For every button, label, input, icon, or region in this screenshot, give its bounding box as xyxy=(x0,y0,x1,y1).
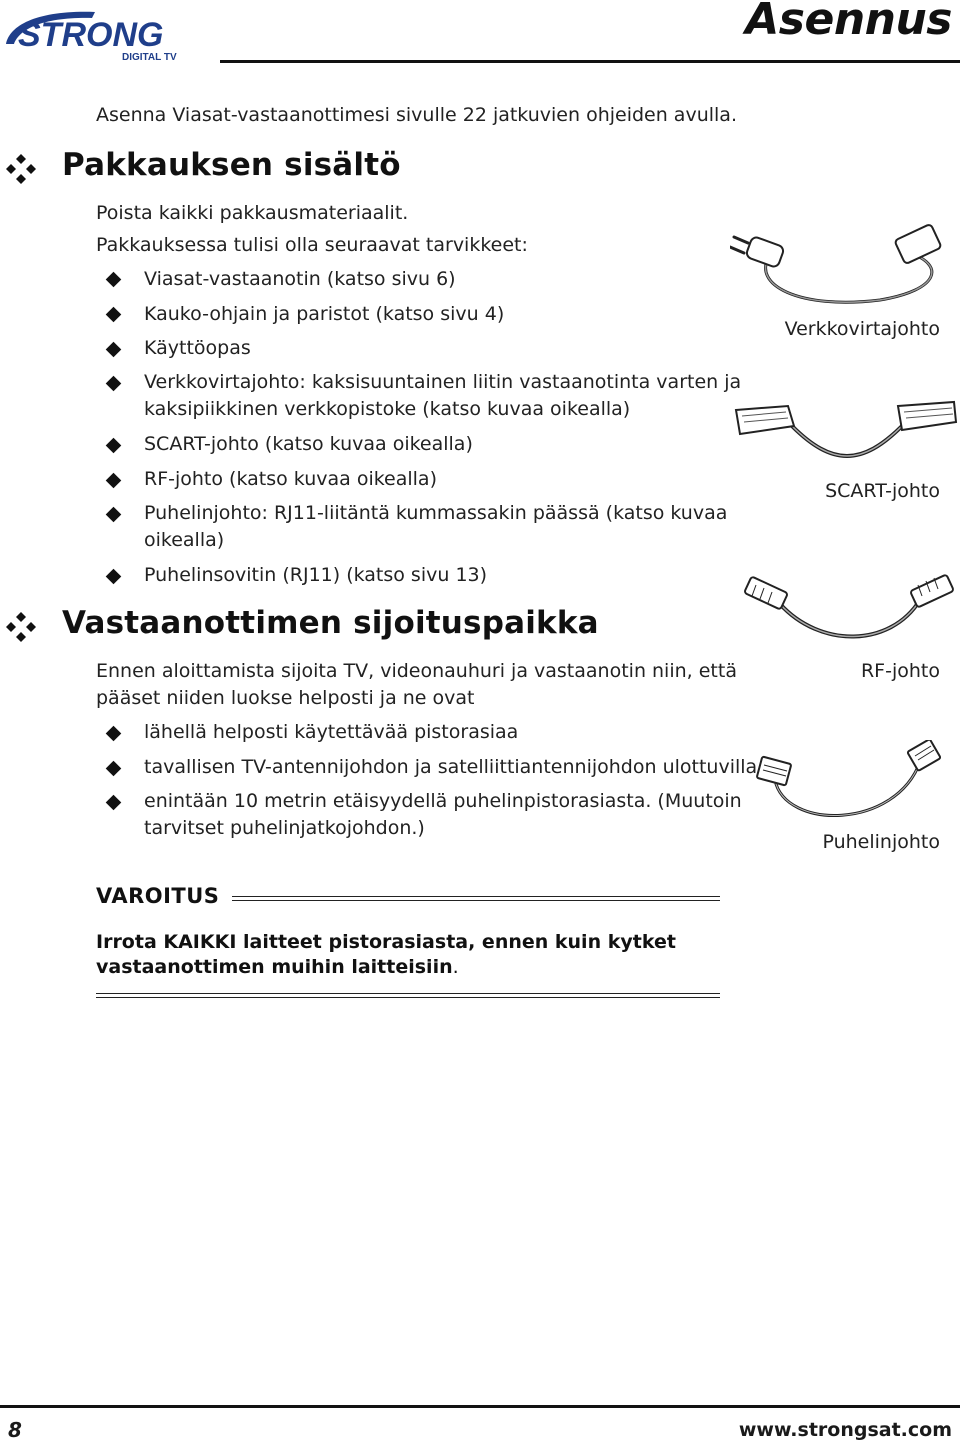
warning-text-continued: vastaanottimen muihin laitteisiin. xyxy=(96,956,459,978)
intro-text: Asenna Viasat-vastaanottimesi sivulle 22 jatkuvien ohjeiden avulla. xyxy=(96,104,737,126)
caption-phone: Puhelinjohto xyxy=(822,831,940,853)
page-number: 8 xyxy=(8,1418,22,1442)
caption-rf: RF-johto xyxy=(860,660,940,682)
list-item: Kauko-ohjain ja paristot (katso sivu 4) xyxy=(144,303,505,325)
list-item-continued: tarvitset puhelinjatkojohdon.) xyxy=(144,817,425,839)
diamond-cluster-icon xyxy=(4,152,38,186)
list-item: enintään 10 metrin etäisyydellä puhelinpistorasiasta. (Muutoin xyxy=(144,790,742,812)
power-cord-icon xyxy=(730,215,960,315)
section-title-placement: Vastaanottimen sijoituspaikka xyxy=(62,605,599,641)
bullet-icon xyxy=(106,272,122,288)
warning-rule-top xyxy=(232,896,720,901)
list-item: Puhelinsovitin (RJ11) (katso sivu 13) xyxy=(144,564,488,586)
caption-scart: SCART-johto xyxy=(825,480,940,502)
page-title: Asennus xyxy=(745,0,952,45)
bullet-icon xyxy=(106,307,122,323)
list-item: tavallisen TV-antennijohdon ja satelliittiantennijohdon ulottuvilla xyxy=(144,756,758,778)
caption-power-cord: Verkkovirtajohto xyxy=(784,318,940,340)
package-contents-intro: Pakkauksessa tulisi olla seuraavat tarvikkeet: xyxy=(96,234,528,256)
bullet-icon xyxy=(106,795,122,811)
list-item: Verkkovirtajohto: kaksisuuntainen liitin vastaanotinta varten ja xyxy=(144,371,742,393)
warning-label: VAROITUS xyxy=(96,884,220,908)
section-title-package: Pakkauksen sisältö xyxy=(62,147,401,183)
bullet-icon xyxy=(106,342,122,358)
footer-website: www.strongsat.com xyxy=(738,1419,952,1441)
list-item: Viasat-vastaanotin (katso sivu 6) xyxy=(144,268,456,290)
strong-logo xyxy=(0,4,190,62)
list-item: RF-johto (katso kuvaa oikealla) xyxy=(144,468,437,490)
diamond-cluster-icon xyxy=(4,610,38,644)
bullet-icon xyxy=(106,473,122,489)
bullet-icon xyxy=(106,507,122,523)
rf-cable-icon xyxy=(740,570,960,650)
list-item-continued: kaksipiikkinen verkkopistoke (katso kuvaa oikealla) xyxy=(144,398,631,420)
bullet-icon xyxy=(106,569,122,585)
placement-text: Ennen aloittamista sijoita TV, videonauhuri ja vastaanotin niin, että xyxy=(96,660,737,682)
list-item: Käyttöopas xyxy=(144,337,251,359)
logo-wordmark: STRONG xyxy=(18,16,164,54)
list-item: SCART-johto (katso kuvaa oikealla) xyxy=(144,433,473,455)
phone-cable-icon xyxy=(745,740,955,830)
footer-rule xyxy=(0,1405,960,1408)
placement-text-continued: pääset niiden luokse helposti ja ne ovat xyxy=(96,687,475,709)
bullet-icon xyxy=(106,726,122,742)
bullet-icon xyxy=(106,376,122,392)
bullet-icon xyxy=(106,438,122,454)
list-item-continued: oikealla) xyxy=(144,529,225,551)
bullet-icon xyxy=(106,761,122,777)
warning-rule-bottom xyxy=(96,993,720,998)
remove-packaging-text: Poista kaikki pakkausmateriaalit. xyxy=(96,202,409,224)
header-rule xyxy=(220,60,960,63)
logo-subtitle: DIGITAL TV xyxy=(122,52,177,62)
scart-cable-icon xyxy=(732,396,960,472)
warning-text: Irrota KAIKKI laitteet pistorasiasta, ennen kuin kytket xyxy=(96,931,676,953)
list-item: Puhelinjohto: RJ11-liitäntä kummassakin päässä (katso kuvaa xyxy=(144,502,728,524)
list-item: lähellä helposti käytettävää pistorasiaa xyxy=(144,721,519,743)
